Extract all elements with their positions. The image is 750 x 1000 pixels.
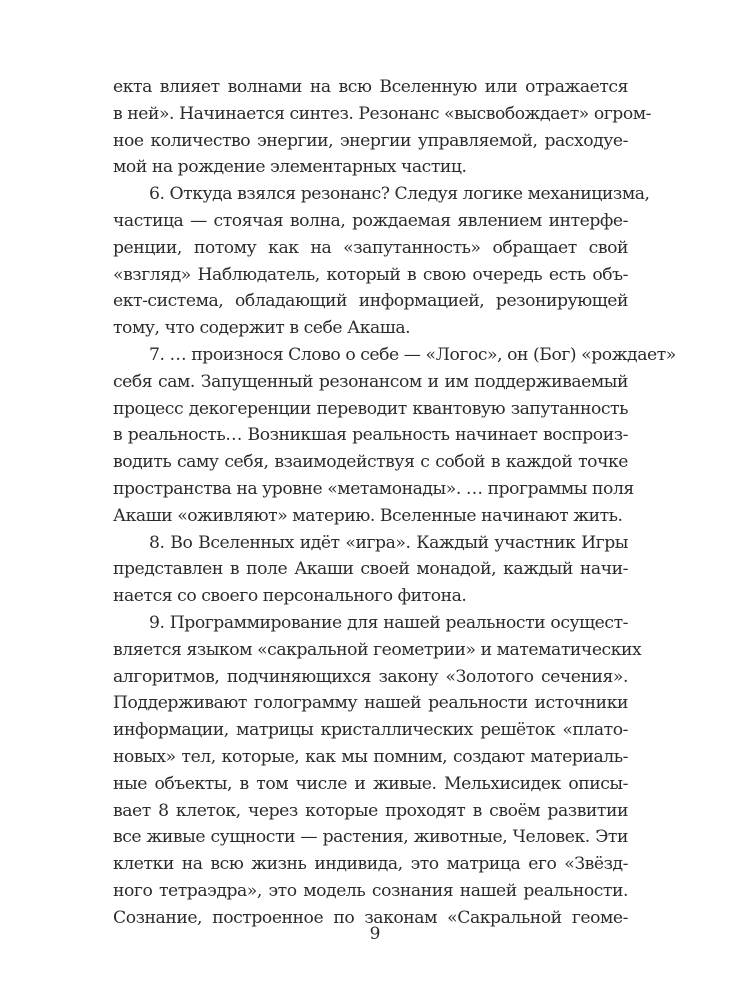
text-line: в реальность… Возникшая реальность начинает воспроиз- <box>113 425 628 446</box>
text-line: «взгляд» Наблюдатель, который в свою очередь есть объ- <box>113 264 628 285</box>
text-line: тому, что содержит в себе Акаша. <box>113 318 411 339</box>
text-line: все живые сущности — растения, животные, Человек. Эти <box>113 827 628 848</box>
text-line: 8. Во Вселенных идёт «игра». Каждый участник Игры <box>149 532 628 553</box>
text-line: водить саму себя, взаимодействуя с собой в каждой точке <box>113 452 628 473</box>
page-number: 9 <box>369 924 381 944</box>
text-line: 9. Программирование для нашей реальности осущест- <box>149 612 628 633</box>
text-line: нается со своего персонального фитона. <box>113 586 467 607</box>
text-line: представлен в поле Акаши своей монадой, каждый начи- <box>113 559 628 580</box>
text-line: ное количество энергии, энергии управляемой, расходуе- <box>113 130 628 151</box>
text-line: вляется языком «сакральной геометрии» и математических <box>113 639 642 660</box>
body-text <box>113 74 676 932</box>
text-line: мой на рождение элементарных частиц. <box>113 157 467 178</box>
text-line: 6. Откуда взялся резонанс? Следуя логике механицизма, <box>149 184 650 205</box>
text-line: Сознание, построенное по законам «Сакральной геоме- <box>113 907 628 928</box>
text-line: себя сам. Запущенный резонансом и им поддерживаемый <box>113 371 628 392</box>
text-line: Поддерживают голограмму нашей реальности источники <box>113 693 628 714</box>
text-line: частица — стоячая волна, рождаемая явлением интерфе- <box>113 210 628 231</box>
text-line: 7. … произнося Слово о себе — «Логос», он (Бог) «рождает» <box>149 344 676 365</box>
text-line: в ней». Начинается синтез. Резонанс «высвобождает» огром- <box>113 103 652 124</box>
text-line: новых» тел, которые, как мы помним, создают материаль- <box>113 746 628 767</box>
text-line: клетки на всю жизнь индивида, это матрица его «Звёзд- <box>113 854 628 875</box>
text-line: Акаши «оживляют» материю. Вселенные начинают жить. <box>113 505 623 526</box>
text-line: алгоритмов, подчиняющихся закону «Золотого сечения». <box>113 666 628 687</box>
text-line: ные объекты, в том числе и живые. Мельхисидек описы- <box>113 773 628 794</box>
text-line: пространства на уровне «метамонады». … программы поля <box>113 478 634 499</box>
text-line: ект-система, обладающий информацией, резонирующей <box>113 291 628 312</box>
text-line: екта влияет волнами на всю Вселенную или отражается <box>113 77 628 97</box>
text-line: ного тетраэдра», это модель сознания нашей реальности. <box>113 880 628 901</box>
text-line: вает 8 клеток, через которые проходят в своём развитии <box>113 800 628 821</box>
text-line: ренции, потому как на «запутанность» обращает свой <box>113 237 628 258</box>
text-line: информации, матрицы кристаллических решёток «плато- <box>113 720 628 741</box>
text-line: процесс декогеренции переводит квантовую запутанность <box>113 398 628 419</box>
